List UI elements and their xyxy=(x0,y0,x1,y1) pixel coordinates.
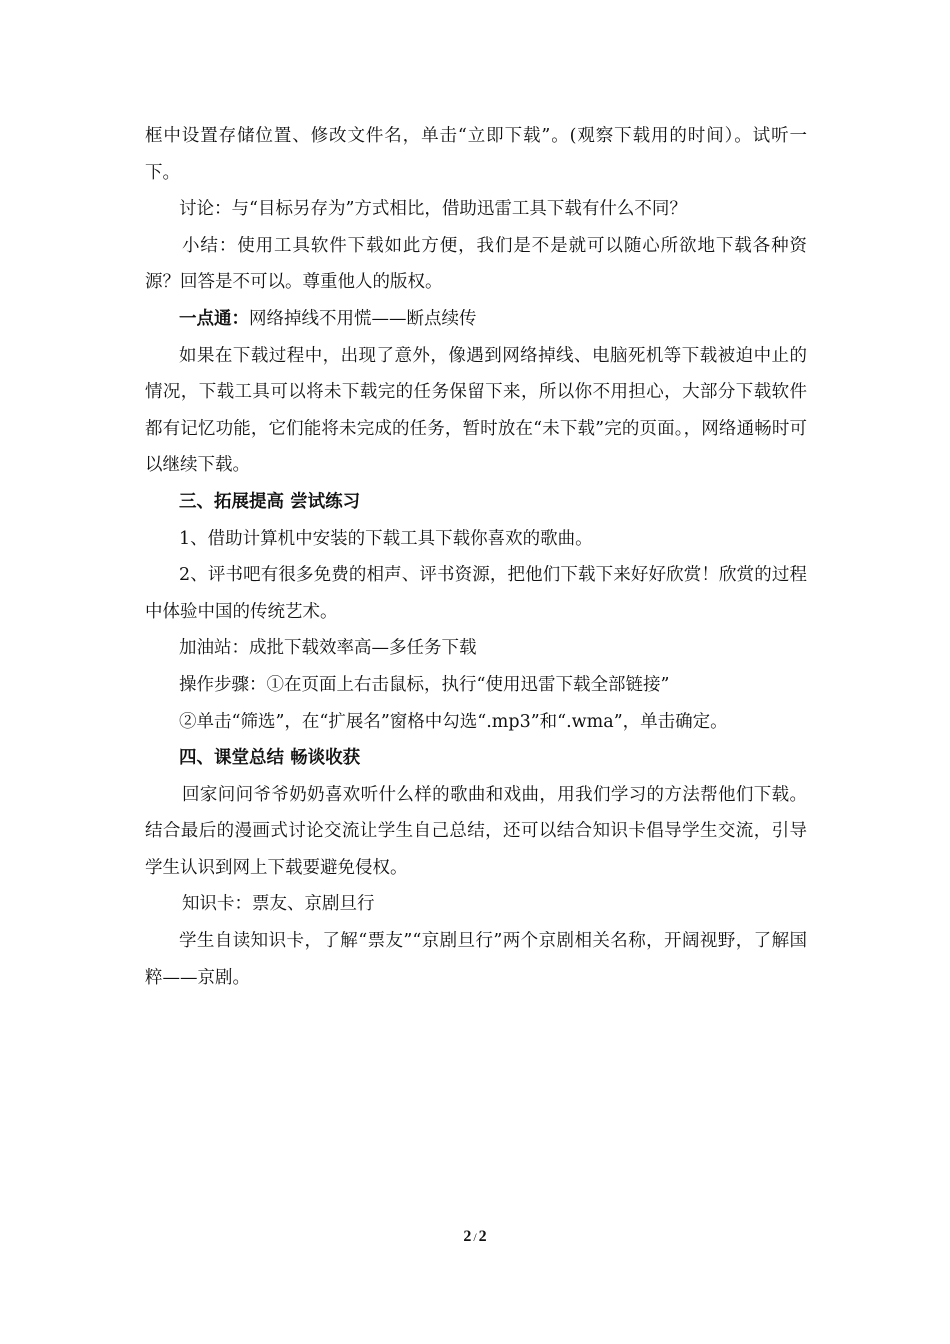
document-body xyxy=(145,118,807,996)
tip-text: 网络掉线不用慌——断点续传 xyxy=(249,308,477,329)
paragraph-self-study: 学生自读知识卡，了解“票友”“京剧旦行”两个京剧相关名称，开阔视野，了解国粹——京剧。 xyxy=(145,931,807,988)
paragraph-step-1: 操作步骤：①在页面上右击鼠标，执行“使用迅雷下载全部链接” xyxy=(179,674,670,695)
paragraph-station: 加油站：成批下载效率高—多任务下载 xyxy=(179,638,477,659)
paragraph-discussion: 讨论：与“目标另存为”方式相比，借助迅雷工具下载有什么不同？ xyxy=(179,199,687,220)
paragraph-summary: 小结：使用工具软件下载如此方便，我们是不是就可以随心所欲地下载各种资源？回答是不可以。尊重他人的版权。 xyxy=(145,235,807,293)
page-number xyxy=(0,1228,950,1246)
section-heading-4: 四、课堂总结 畅谈收获 xyxy=(179,748,361,769)
paragraph-knowledge-card: 知识卡：票友、京剧旦行 xyxy=(182,894,375,915)
tip-label: 一点通： xyxy=(179,308,249,329)
page-total: 2 xyxy=(478,1228,487,1245)
page-current: 2 xyxy=(463,1228,472,1245)
paragraph-homework: 回家问问爷爷奶奶喜欢听什么样的歌曲和戏曲，用我们学习的方法帮他们下载。结合最后的漫画式讨论交流让学生自己总结，还可以结合知识卡倡导学生交流，引导学生认识到网上下载要避免侵权。 xyxy=(145,784,807,878)
paragraph-step-2: ②单击“筛选”，在“扩展名”窗格中勾选“.mp3”和“.wma”，单击确定。 xyxy=(179,711,728,732)
exercise-item-2: 2、评书吧有很多免费的相声、评书资源，把他们下载下来好好欣赏！欣赏的过程中体验中国的传统艺术。 xyxy=(145,565,807,622)
paragraph-tip xyxy=(145,301,807,338)
section-heading-3: 三、拓展提高 尝试练习 xyxy=(179,491,361,512)
page-separator: / xyxy=(473,1230,477,1244)
paragraph-resume-download: 如果在下载过程中，出现了意外，像遇到网络掉线、电脑死机等下载被迫中止的情况，下载工具可以将未下载完的任务保留下来，所以你不用担心，大部分下载软件都有记忆功能，它们能将未完成的任务，暂时放在“未下载”完的页面。，网络通畅时可以继续下载。 xyxy=(145,345,807,476)
exercise-item-1: 1、借助计算机中安装的下载工具下载你喜欢的歌曲。 xyxy=(179,528,593,549)
paragraph-continued: 框中设置存储位置、修改文件名，单击“立即下载”。(观察下载用的时间）。试听一下。 xyxy=(145,126,807,183)
